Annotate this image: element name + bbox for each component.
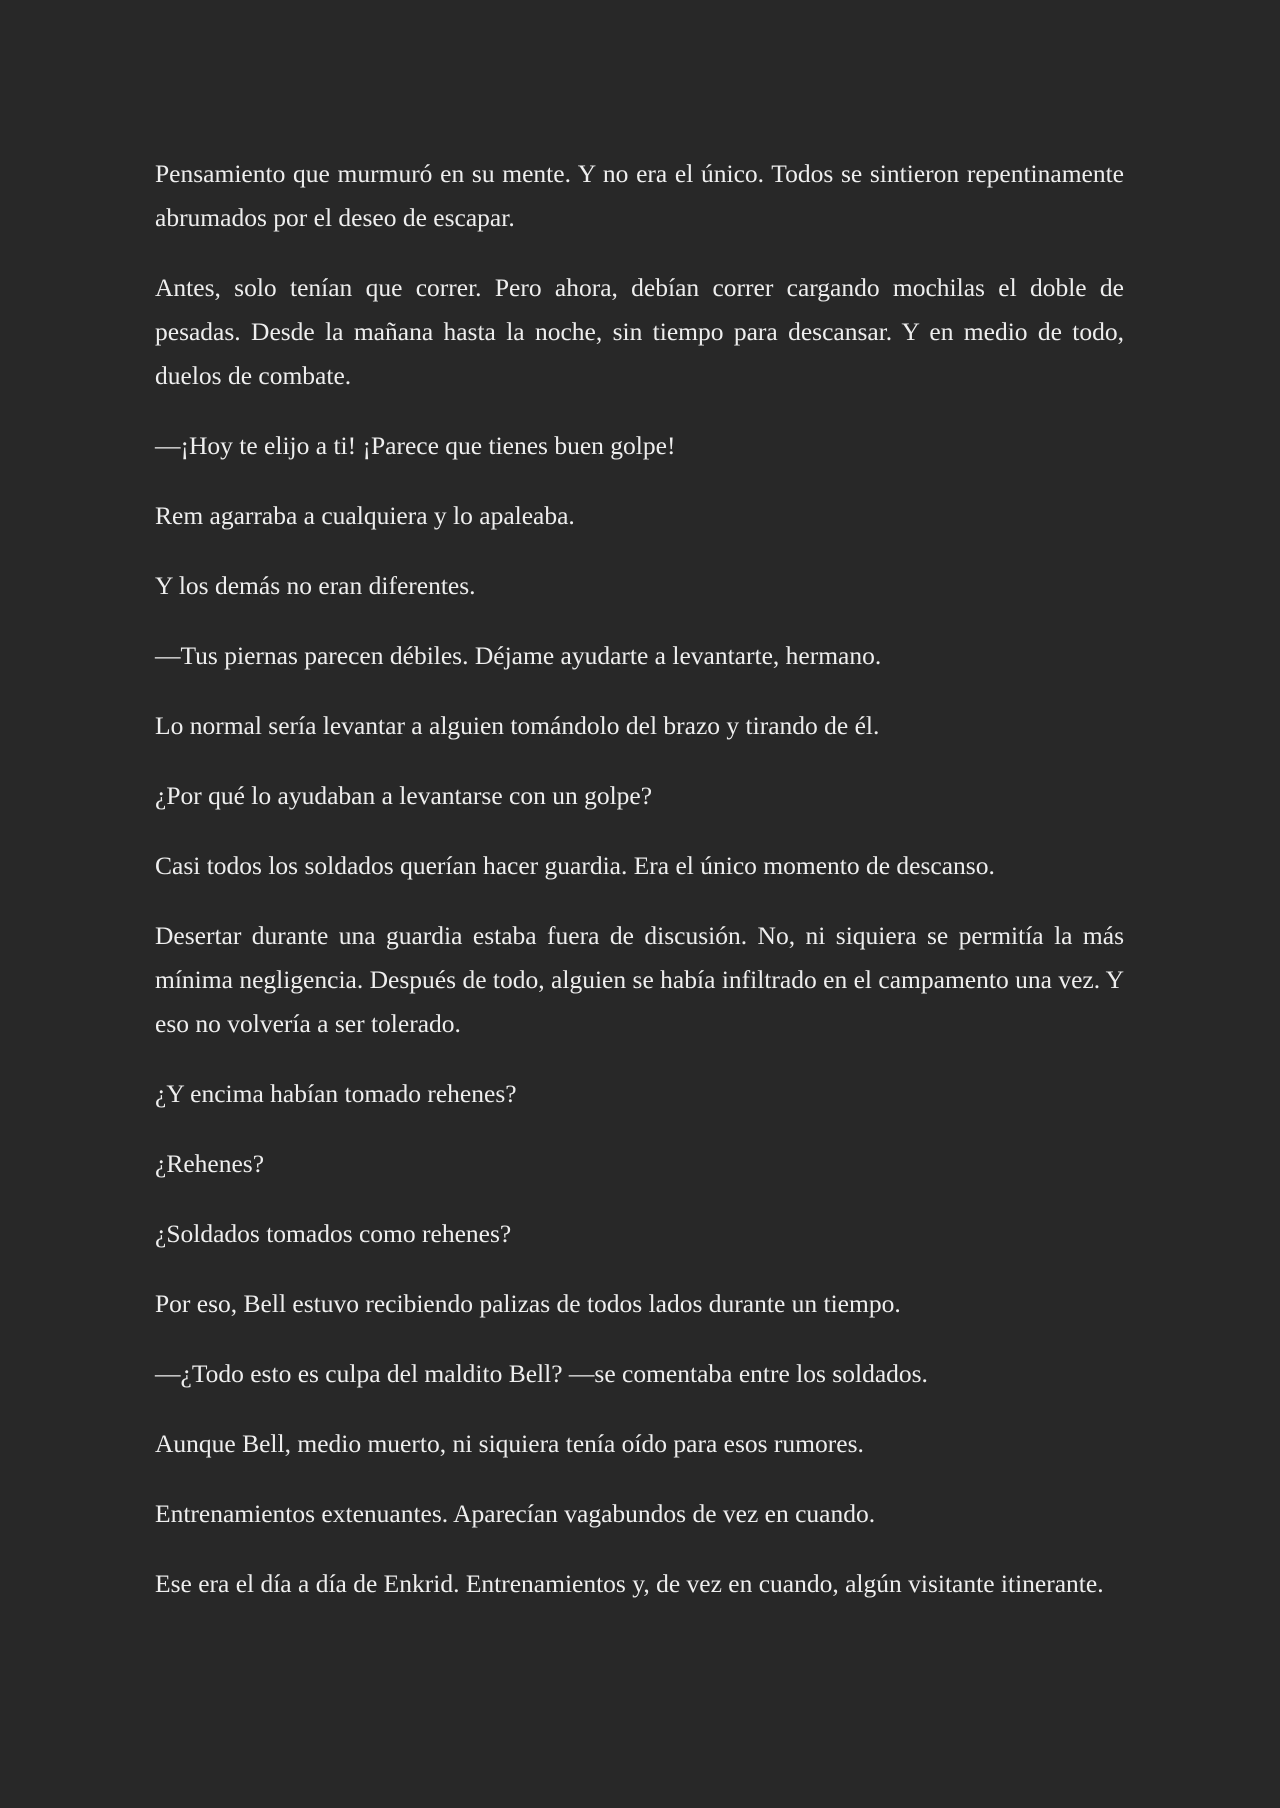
paragraph: Casi todos los soldados querían hacer guardia. Era el único momento de descanso. — [155, 851, 995, 880]
paragraph: Entrenamientos extenuantes. Aparecían vagabundos de vez en cuando. — [155, 1499, 876, 1528]
paragraph: —¡Hoy te elijo a ti! ¡Parece que tienes buen golpe! — [155, 431, 676, 460]
paragraph: —Tus piernas parecen débiles. Déjame ayudarte a levantarte, hermano. — [155, 641, 882, 670]
paragraph: Antes, solo tenían que correr. Pero ahora, debían correr cargando mochilas el doble de pesadas. Desde la mañana hasta la noche, sin tiempo para descansar. Y en medio de todo, duelos de combate. — [155, 273, 1124, 390]
paragraph: ¿Rehenes? — [155, 1149, 265, 1178]
paragraph: ¿Soldados tomados como rehenes? — [155, 1219, 512, 1248]
paragraph: Por eso, Bell estuvo recibiendo palizas de todos lados durante un tiempo. — [155, 1289, 901, 1318]
paragraph: Lo normal sería levantar a alguien tomándolo del brazo y tirando de él. — [155, 711, 880, 740]
paragraph: Aunque Bell, medio muerto, ni siquiera tenía oído para esos rumores. — [155, 1429, 864, 1458]
document-body — [155, 152, 1124, 1606]
paragraph: Pensamiento que murmuró en su mente. Y no era el único. Todos se sintieron repentinamente abrumados por el deseo de escapar. — [155, 159, 1124, 232]
paragraph: ¿Por qué lo ayudaban a levantarse con un golpe? — [155, 781, 653, 810]
paragraph: —¿Todo esto es culpa del maldito Bell? —se comentaba entre los soldados. — [155, 1359, 928, 1388]
paragraph: Desertar durante una guardia estaba fuera de discusión. No, ni siquiera se permitía la más mínima negligencia. Después de todo, alguien se había infiltrado en el campamento una vez. Y eso no volvería a ser tolerado. — [155, 921, 1124, 1038]
paragraph: Rem agarraba a cualquiera y lo apaleaba. — [155, 501, 575, 530]
paragraph: ¿Y encima habían tomado rehenes? — [155, 1079, 517, 1108]
paragraph: Ese era el día a día de Enkrid. Entrenamientos y, de vez en cuando, algún visitante itinerante. — [155, 1569, 1104, 1598]
paragraph: Y los demás no eran diferentes. — [155, 571, 476, 600]
